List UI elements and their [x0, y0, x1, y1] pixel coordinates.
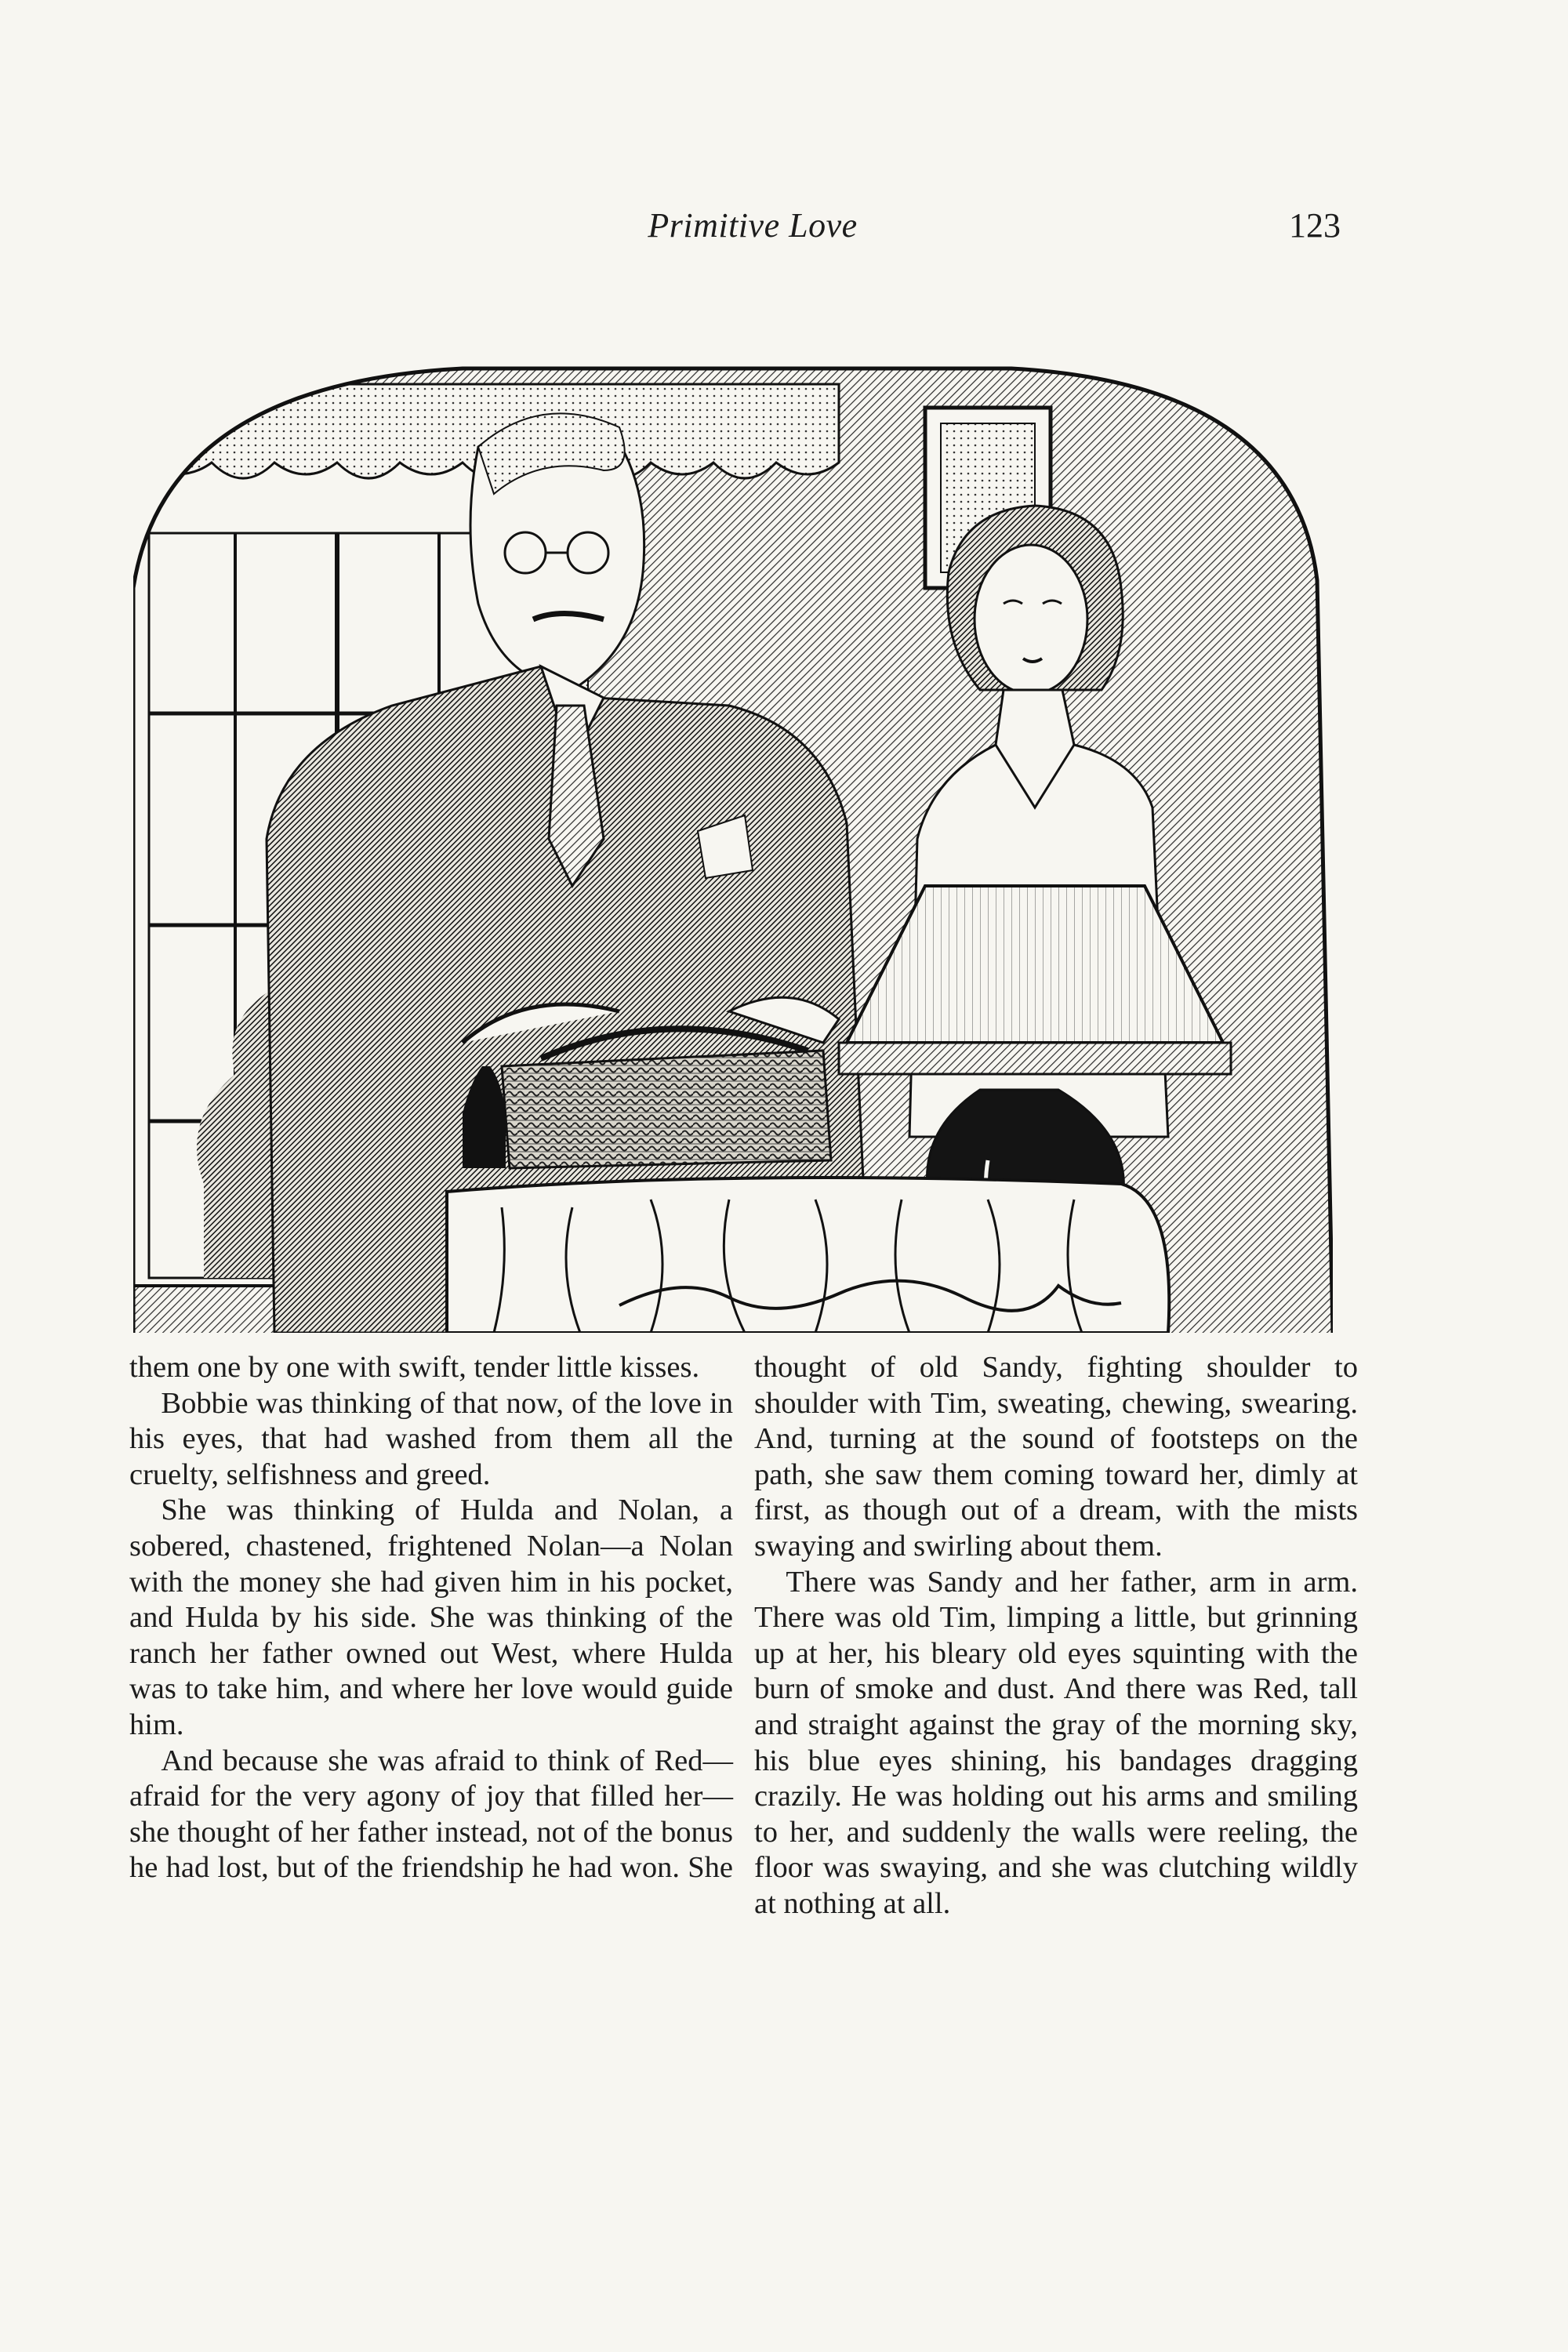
text-column-left: [129, 1350, 733, 1886]
paragraph: There was Sandy and her father, arm in arm. There was old Tim, limping a little, but grinning up at her, his bleary old eyes squinting with the burn of smoke and dust. And there was Red, tall and straight against the gray of the morning sky, his blue eyes shining, his bandages dragging crazily. He was holding out his arms and smiling to her, and suddenly the walls were reeling, the floor was swaying, and she was clutching wildly at nothing at all.: [754, 1565, 1358, 1920]
running-title: Primitive Love: [648, 206, 858, 245]
paragraph: thought of old Sandy, fighting shoulder to shoulder with Tim, sweating, chewing, swearing. And, turning at the sound of footsteps on the path, she saw them coming toward her, dimly at first, as though out of a dream, with the mists swaying and swirling about them.: [754, 1351, 1358, 1563]
paragraph: them one by one with swift, tender little kisses.: [129, 1351, 700, 1384]
paragraph: She was thinking of Hulda and Nolan, a sobered, chastened, frightened Nolan—a Nolan with the money she had given him in his pocket, and Hulda by his side. She was thinking of the ranch her father owned out West, where Hulda was to take him, and where her love would guide him.: [129, 1494, 733, 1741]
paragraph: And because she was afraid to think of Red—afraid for the very agony of joy that filled her—she thought of her father instead, not of the bonus he had lost, but of the friendship he had won. She: [129, 1744, 733, 1885]
page-number: 123: [1289, 206, 1341, 245]
illustration-drawing: [133, 337, 1333, 1333]
running-head: [470, 202, 1411, 249]
paragraph: Bobbie was thinking of that now, of the love in his eyes, that had washed from them all the cruelty, selfishness and greed.: [129, 1386, 733, 1491]
text-column-right: [754, 1350, 1358, 1922]
story-illustration: [133, 337, 1333, 1333]
